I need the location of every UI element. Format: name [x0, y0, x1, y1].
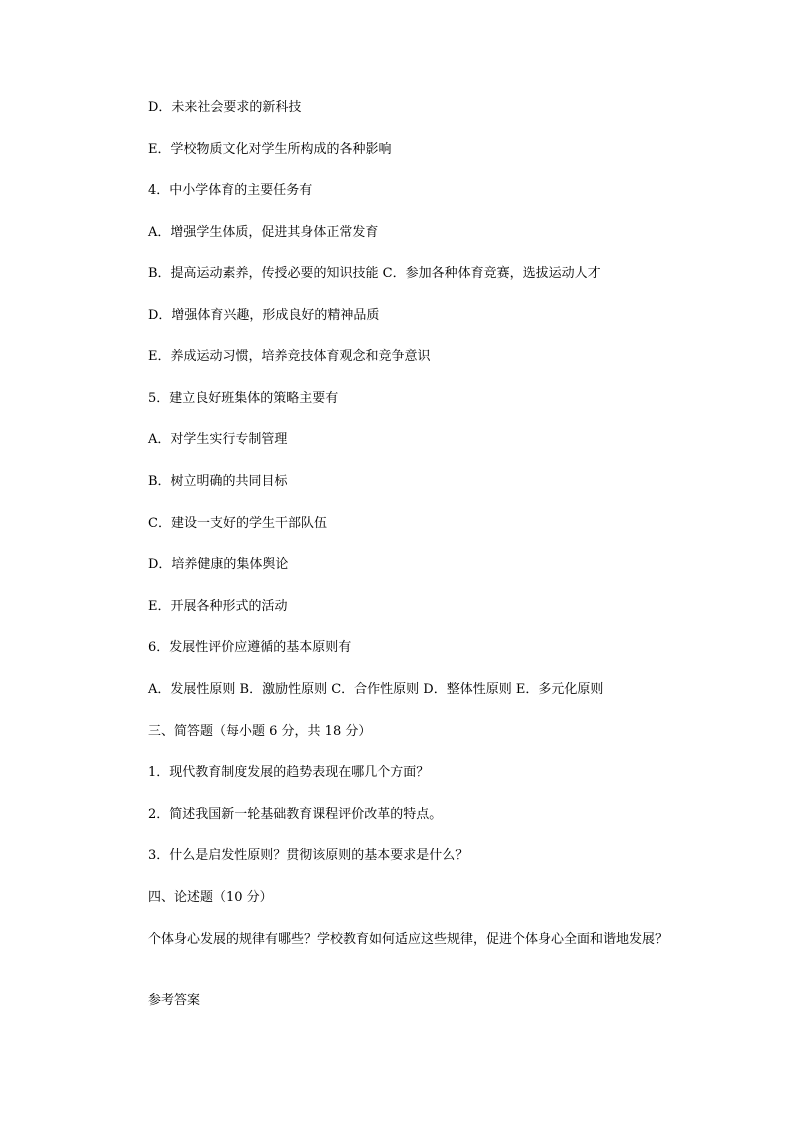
question-5: 5．建立良好班集体的策略主要有 — [148, 391, 339, 406]
q4-option-e: E．养成运动习惯，培养竞技体育观念和竞争意识 — [148, 349, 431, 364]
essay-question: 个体身心发展的规律有哪些？学校教育如何适应这些规律，促进个体身心全面和谐地发展？ — [148, 932, 669, 947]
question-6: 6．发展性评价应遵循的基本原则有 — [148, 640, 352, 655]
short-answer-3: 3．什么是启发性原则？贯彻该原则的基本要求是什么？ — [148, 848, 469, 863]
q4-option-b-c: B．提高运动素养，传授必要的知识技能 C．参加各种体育竞赛，选拔运动人才 — [148, 266, 601, 281]
option-d-tech: D．未来社会要求的新科技 — [148, 100, 302, 115]
q5-option-b: B．树立明确的共同目标 — [148, 474, 288, 489]
short-answer-1: 1．现代教育制度发展的趋势表现在哪几个方面？ — [148, 765, 430, 780]
question-4: 4．中小学体育的主要任务有 — [148, 183, 313, 198]
q6-options: A．发展性原则 B．激励性原则 C．合作性原则 D．整体性原则 E．多元化原则 — [148, 682, 604, 697]
section-short-answer-heading: 三、简答题（每小题 6 分，共 18 分） — [148, 724, 372, 739]
option-e-culture: E．学校物质文化对学生所构成的各种影响 — [148, 142, 392, 157]
q5-option-c: C．建设一支好的学生干部队伍 — [148, 516, 327, 531]
section-essay-heading: 四、论述题（10 分） — [148, 890, 273, 905]
short-answer-2: 2．简述我国新一轮基础教育课程评价改革的特点。 — [148, 807, 443, 822]
q5-option-d: D．培养健康的集体舆论 — [148, 557, 289, 572]
q4-option-a: A．增强学生体质，促进其身体正常发育 — [148, 225, 379, 240]
q4-option-d: D．增强体育兴趣，形成良好的精神品质 — [148, 308, 380, 323]
answer-heading: 参考答案 — [148, 993, 201, 1008]
q5-option-a: A．对学生实行专制管理 — [148, 432, 288, 447]
q5-option-e: E．开展各种形式的活动 — [148, 599, 288, 614]
